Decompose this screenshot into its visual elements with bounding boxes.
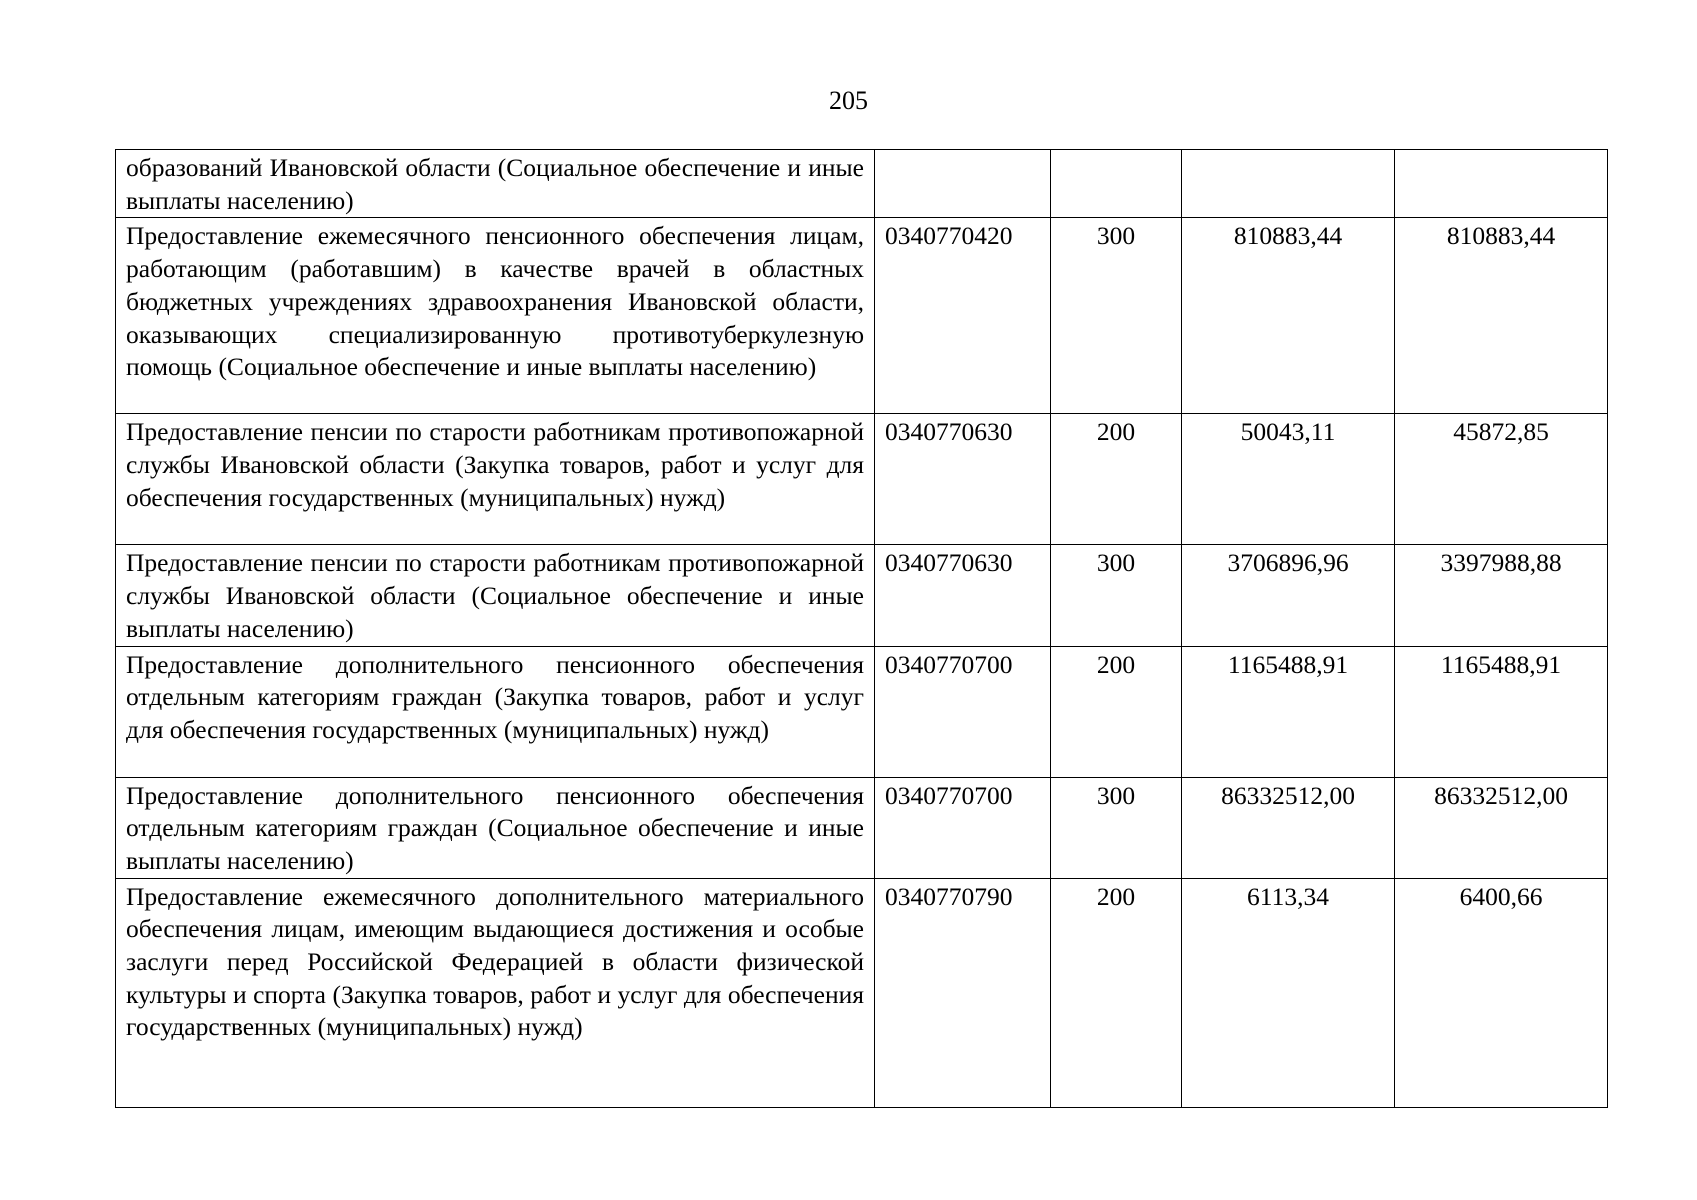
amount2-cell: 3397988,88 [1395, 545, 1608, 646]
description-cell: Предоставление дополнительного пенсионного обеспечения отдельным категориям граждан (Закупка товаров, работ и услуг для обеспечения государственных (муниципальных) нужд) [116, 646, 875, 777]
amount1-cell [1182, 150, 1395, 218]
amount2-cell: 6400,66 [1395, 878, 1608, 1107]
budget-table [115, 149, 1608, 1108]
code-cell [875, 150, 1051, 218]
amount1-cell: 86332512,00 [1182, 777, 1395, 878]
code-cell: 0340770630 [875, 414, 1051, 545]
code-cell: 0340770700 [875, 777, 1051, 878]
table-row [116, 878, 1608, 1107]
type-cell: 200 [1051, 414, 1182, 545]
type-cell: 300 [1051, 777, 1182, 878]
amount2-cell: 86332512,00 [1395, 777, 1608, 878]
table-row [116, 646, 1608, 777]
amount1-cell: 3706896,96 [1182, 545, 1395, 646]
amount1-cell: 1165488,91 [1182, 646, 1395, 777]
amount2-cell: 45872,85 [1395, 414, 1608, 545]
code-cell: 0340770420 [875, 218, 1051, 414]
table-row [116, 777, 1608, 878]
description-cell: Предоставление дополнительного пенсионного обеспечения отдельным категориям граждан (Социальное обеспечение и иные выплаты населению) [116, 777, 875, 878]
description-cell: Предоставление пенсии по старости работникам противопожарной службы Ивановской области (Закупка товаров, работ и услуг для обеспечения государственных (муниципальных) нужд) [116, 414, 875, 545]
type-cell: 300 [1051, 545, 1182, 646]
description-cell: Предоставление ежемесячного пенсионного обеспечения лицам, работающим (работавшим) в качестве врачей в областных бюджетных учреждениях здравоохранения Ивановской области, оказывающих специализированную противотуберкулезную помощь (Социальное обеспечение и иные выплаты населению) [116, 218, 875, 414]
amount1-cell: 810883,44 [1182, 218, 1395, 414]
description-cell: Предоставление ежемесячного дополнительного материального обеспечения лицам, имеющим выдающиеся достижения и особые заслуги перед Российской Федерацией в области физической культуры и спорта (Закупка товаров, работ и услуг для обеспечения государственных (муниципальных) нужд) [116, 878, 875, 1107]
type-cell: 300 [1051, 218, 1182, 414]
description-cell: образований Ивановской области (Социальное обеспечение и иные выплаты населению) [116, 150, 875, 218]
type-cell: 200 [1051, 646, 1182, 777]
table-row [116, 150, 1608, 218]
amount2-cell [1395, 150, 1608, 218]
type-cell [1051, 150, 1182, 218]
amount1-cell: 6113,34 [1182, 878, 1395, 1107]
type-cell: 200 [1051, 878, 1182, 1107]
table-row [116, 218, 1608, 414]
amount2-cell: 810883,44 [1395, 218, 1608, 414]
table-row [116, 545, 1608, 646]
table-row [116, 414, 1608, 545]
code-cell: 0340770790 [875, 878, 1051, 1107]
code-cell: 0340770700 [875, 646, 1051, 777]
code-cell: 0340770630 [875, 545, 1051, 646]
amount1-cell: 50043,11 [1182, 414, 1395, 545]
page-number: 205 [829, 86, 868, 115]
amount2-cell: 1165488,91 [1395, 646, 1608, 777]
description-cell: Предоставление пенсии по старости работникам противопожарной службы Ивановской области (Социальное обеспечение и иные выплаты населению) [116, 545, 875, 646]
